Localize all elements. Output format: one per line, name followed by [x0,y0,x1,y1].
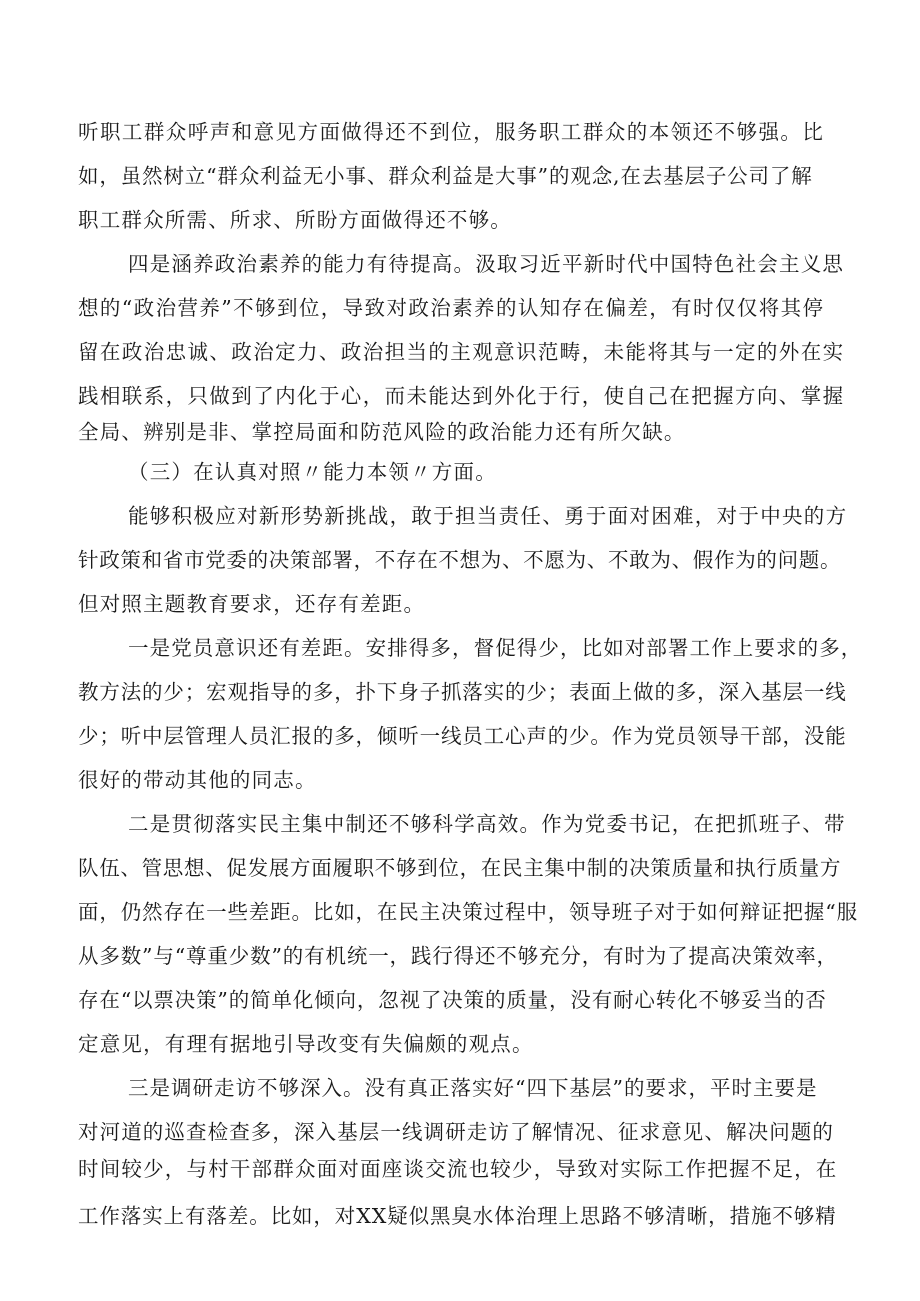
text-line: 留在政治忠诚、政治定力、政治担当的主观意识范畴，未能将其与一定的外在实 [78,340,845,364]
text-line: 但对照主题教育要求，还存有差距。 [78,592,426,616]
text-line: 队伍、管思想、促发展方面履职不够到位，在民主集中制的决策质量和执行质量方 [78,856,842,880]
text-line: 全局、辨别是非、掌控局面和防范风险的政治能力还有所欠缺。 [78,420,686,444]
section-heading: （三）在认真对照〃能力本领〃方面。 [128,460,497,484]
text-line: 践相联系，只做到了内化于心，而未能达到外化于行，使自己在把握方向、掌握 [78,384,845,408]
text-line: 三是调研走访不够深入。没有真正落实好“四下基层”的要求，平时主要是 [128,1076,818,1100]
text-line: 想的“政治营养”不够到位，导致对政治素养的认知存在偏差，有时仅仅将其停 [78,296,825,320]
text-line: 职工群众所需、所求、所盼方面做得还不够。 [78,208,512,232]
text-line: 针政策和省市党委的决策部署，不存在不想为、不愿为、不敢为、假作为的问题。 [78,548,842,572]
text-line: 面，仍然存在一些差距。比如，在民主决策过程中，领导班子对于如何辩证把握“服 [78,900,858,924]
text-line: 二是贯彻落实民主集中制还不够科学高效。作为党委书记，在把抓班子、带 [128,812,846,836]
text-line: 一是党员意识还有差距。安排得多，督促得少，比如对部署工作上要求的多， [128,636,863,660]
text-line: 从多数”与“尊重少数”的有机统一，践行得还不够充分，有时为了提高决策效率， [78,944,838,968]
text-line: 教方法的少；宏观指导的多，扑下身子抓落实的少；表面上做的多，深入基层一线 [78,680,847,704]
text-line: 工作落实上有落差。比如，对XX疑似黑臭水体治理上思路不够清晰，措施不够精 [78,1204,837,1228]
text-line: 对河道的巡查检查多，深入基层一线调研走访了解情况、征求意见、解决问题的 [78,1120,834,1144]
text-line: 能够积极应对新形势新挑战，敢于担当责任、勇于面对困难，对于中央的方 [128,504,848,528]
text-line: 很好的带动其他的同志。 [78,768,317,792]
text-line: 时间较少，与村干部群众面对面座谈交流也较少，导致对实际工作把握不足，在 [78,1157,838,1181]
text-line: 存在“以票决策”的简单化倾向，忽视了决策的质量，没有耐心转化不够妥当的否 [78,988,827,1012]
text-line: 四是涵养政治素养的能力有待提高。汲取习近平新时代中国特色社会主义思 [128,252,845,276]
text-line: 少；听中层管理人员汇报的多，倾听一线员工心声的少。作为党员领导干部，没能 [78,724,847,748]
text-line: 如，虽然树立“群众利益无小事、群众利益是大事”的观念,在去基层子公司了解 [78,164,813,188]
text-line: 听职工群众呼声和意见方面做得还不到位，服务职工群众的本领还不够强。比 [78,120,825,144]
text-line: 定意见，有理有据地引导改变有失偏颇的观点。 [78,1032,534,1056]
